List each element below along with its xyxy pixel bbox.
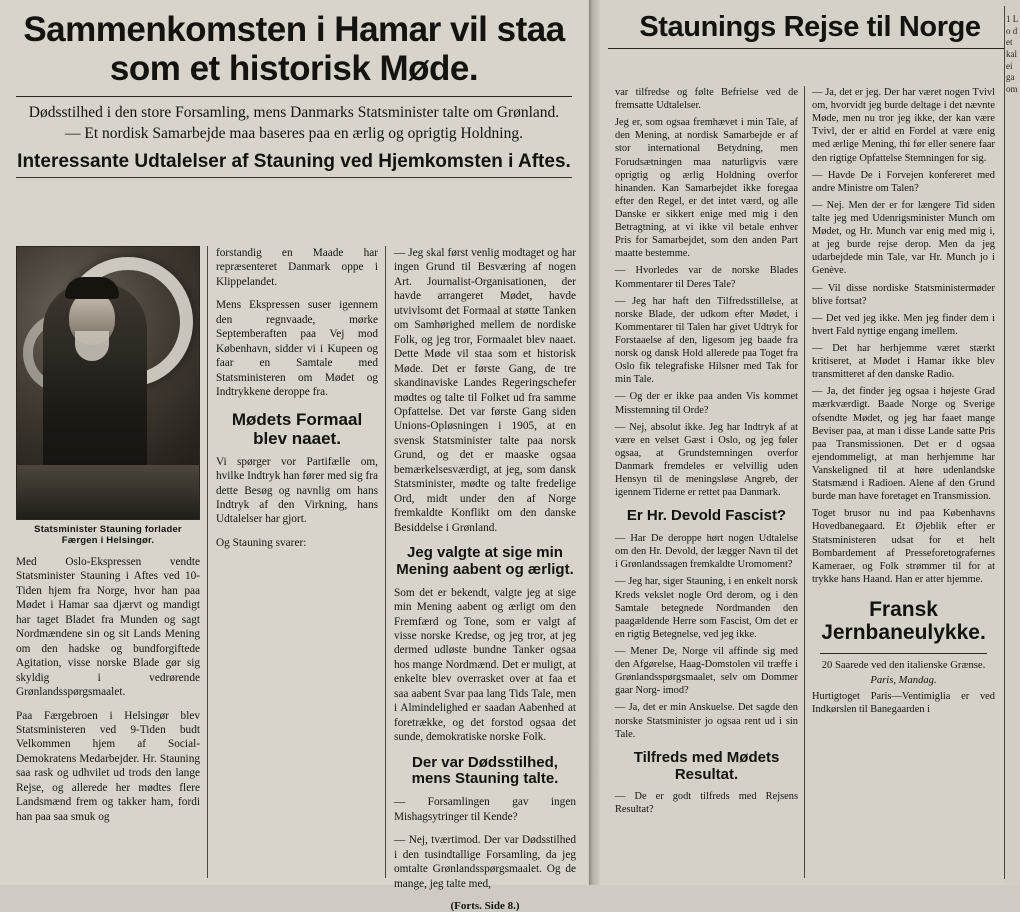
subheading-dodsstilhed: Der var Dødsstilhed, mens Stauning talte. (411, 753, 559, 788)
paragraph: var tilfredse og følte Befrielse ved de fremsatte Udtalelser. (615, 87, 798, 112)
paragraph: — Og der er ikke paa anden Vis kommet Misstemning til Orde? (615, 391, 798, 416)
photo-hat (65, 277, 119, 299)
paragraph: Paa Færgebroen i Helsingør blev Statsministeren ved 9-Tiden budt Velkommen hjem af Social-Demokratens Medarbejder. Hr. Stauning saa rask og udhvilet ud trods den lange Rejse, og allerede her mødtes flere Landsmænd frem og takker ham, fordi han paa saa smuk og (16, 709, 200, 823)
left-headline: Sammenkomsten i Hamar vil staa som et historisk Møde. (23, 10, 565, 89)
photo-caption: Statsminister Stauning forlader Færgen i Helsingør. (34, 524, 182, 546)
paragraph: — De er godt tilfreds med Rejsens Resultat? (615, 791, 798, 816)
headline-rule (16, 96, 572, 97)
sliver-rule (1004, 6, 1005, 879)
paragraph: forstandig en Maade har repræsenteret Danmark oppe i Klippelandet. (216, 247, 378, 288)
paragraph: — Ja, det er jeg. Der har været nogen Tvivl om, hvorvidt jeg burde deltage i det nævnte Møde, men nu tror jeg ikke, der kan være Tvivl, der er altid en Fordel at være enig med ærlige Mening, thi før eller senere faar den rigtige Opfattelse Stemningen for sig. (812, 87, 995, 164)
paragraph: — Det har herhjemme været stærkt kritiseret, at Mødet i Hamar ikke blev transmitteret af den danske Radio. (812, 342, 995, 381)
paragraph: Og Stauning svarer: (216, 536, 307, 549)
right-columns (608, 86, 1002, 878)
left-column-2 (208, 246, 386, 878)
paragraph: — Nej, absolut ikke. Jeg har Indtryk af at være en velset Gæst i Oslo, og jeg føler ogsaa, at Grundstemningen overfor Danmark fremdeles er velvillig uden Hensyn til de meningsløse Angreb, der igennem Tiderne er rettet paa Danmark. (615, 421, 798, 499)
right-headline-rule (608, 48, 1012, 49)
left-subdeck: Interessante Udtalelser af Stauning ved Hjemkomsten i Aftes. (17, 151, 571, 173)
left-column-3 (386, 246, 578, 912)
sliver-text: 1 Lo det kal ei ga om (1006, 14, 1019, 95)
subheading-jeg-valgte: Jeg valgte at sige min Mening aabent og ærligt. (396, 544, 574, 578)
subdeck-rule (16, 177, 572, 178)
paragraph: — Ja, det finder jeg ogsaa i højeste Grad mærkværdigt. Baade Norge og Sverige ofsendte Mødet, og jeg har faaet mange Beviser paa, at man i disse Lande satte Pris paa Transmissionen. Det er d ogsaa ejendommeligt, at man herhjemme har Vanskeligned til at høre udenlandske Statsmænd i Radioen. Alene af den Grund burde man have foretaget en Transmission. (812, 386, 995, 503)
dateline: Paris, Mandag. (870, 674, 937, 686)
paragraph: Hurtigtoget Paris—Ventimiglia er ved Indkørslen til Banegaarden i (812, 690, 995, 716)
section-rule (820, 653, 987, 654)
paragraph: — Havde De i Forvejen konfereret med andre Ministre om Talen? (812, 169, 995, 194)
paragraph: — Jeg skal først venlig modtaget og har ingen Grund til Besværing af nogen Art. Journalist-Organisationen, der havde arrangeret Mødet, havde utvivlsomt det Formaal at støtte Tanken om Samhørighed mellem de nordiske Folk, og jeg tror, Formaalet blev naaet. Dette Møde vil staa som et historisk Møde. Det er første Gang, de tre skandinaviske Landes Regeringschefer mødtes og talte til Folket ud fra samme Opfattelse. Det var første Gang siden Unions-Opløsningen i 1905, at en svensk Statsminister talte paa norsk Grund, og det er maaske ogsaa bemærkelsesværdigt, at jeg, som dansk Statsminister, mødte og talte fredelige Ord, midt under den af Norge fremkaldte Konflikt om den danske Besiddelse i Grønland. (394, 247, 576, 534)
paragraph: — Det ved jeg ikke. Men jeg finder dem i hvert Fald nyttige engang imellem. (812, 312, 995, 337)
paragraph: — Jeg har, siger Stauning, i en enkelt norsk Kreds vekslet nogle Ord derom, og i den Samtale betegnede Nordmanden den paagældende Herre som Fascist, Om det er en rigtig Betegnelse, ved jeg ikke. (615, 576, 798, 640)
right-headline: Staunings Rejse til Norge (639, 11, 981, 43)
paragraph: Toget brusor nu ind paa Københavns Hovedbanegaard. Et Øjeblik efter er Statsministeren udsat for et helt Bombardement af Presseforetografernes Kameraer, og Folk strømmer til for at trykke hans Haand. Han er atter hjemme. (812, 508, 995, 585)
subdeck-saarede: 20 Saarede ved den italienske Grænse. (821, 659, 986, 671)
adjacent-page-sliver (1004, 0, 1020, 885)
paragraph: — Jeg har haft den Tilfredsstillelse, at norske Blade, der udkom efter Mødet, i Kommentarer til Talen har givet Udtryk for Forstaaelse af den, ligesom jeg baade fra norsk og dansk Hold allerede paa Toget fra Oslo fik telegrafiske Hilsner med Tak for min Tale. (615, 295, 798, 386)
paragraph: Som det er bekendt, valgte jeg at sige min Mening aabent og ærligt om den Fremfærd og Tone, som er valgt af visse norske Kredse, og jeg tror, at jeg dermed udløste bundne Tanker ogsaa hos mange Nordmænd. Det er muligt, at enkelte blev overrasket over at faa et saa aabent Svar paa lang Tids Tale, men i Almindelighed er saadan Aabenhed at foretrække, og det forstod ogsaa det sunde, demokratiske norske Folk. (394, 586, 576, 744)
page-gutter (589, 0, 599, 885)
left-column-1 (12, 246, 208, 878)
paragraph: — Hvorledes var de norske Blades Kommentarer til Deres Tale? (615, 265, 798, 290)
subheading-modets-formaal: Mødets Formaal blev naaet. (231, 409, 363, 448)
paragraph: — Nej, tværtimod. Der var Dødsstilhed i den tusindtallige Forsamling, da jeg omtalte Grønlandsspørgsmaalet. Og de mange, jeg talte med, (394, 834, 576, 890)
right-column-2 (805, 86, 1002, 878)
subheading-fransk-jernbaneulykke: Fransk Jernbaneulykke. (821, 597, 986, 645)
right-article-page (600, 0, 1020, 885)
paragraph: Vi spørger vor Partifælle om, hvilke Indtryk han fører med sig fra dette Besøg og navnlig om hans Indtryk af den Virkning, hans Udtalelser har gjort. (216, 455, 378, 526)
paragraph: Jeg er, som ogsaa fremhævet i min Tale, af den Mening, at nordisk Samarbejde er af stor international Betydning, men Forudsætningen maa naturligvis være oprigtig og ærlig Holdning overfor hinanden. Kan Samarbejdet ikke foregaa efter den Regel, er det intet værd, og alle Danske er sikkert enige med mig i den Betragtning, at vi ikke vil betale enhver Pris for Samarbejdet, som den anden Part maatte bestemme. (615, 117, 798, 260)
subheading-devold-fascist: Er Hr. Devold Fascist? (626, 507, 787, 525)
stauning-photo (16, 246, 200, 520)
photo-foreground (17, 465, 199, 519)
subheading-tilfreds-med-modets-resultat: Tilfreds med Mødets Resultat. (633, 748, 780, 783)
continuation-note: (Forts. Side 8.) (450, 899, 520, 912)
paragraph: — Forsamlingen gav ingen Mishagsytringer til Kende? (394, 796, 576, 823)
paragraph: — Ja, det er min Anskuelse. Det sagde den norske Statsminister jo ogsaa rent ud i sin Tale. (615, 702, 798, 740)
paragraph: — Har De deroppe hørt nogen Udtalelse om den Hr. Devold, der lægger Navn til det i Grønlandssagen fremkaldte Uromoment? (615, 533, 798, 571)
paragraph: — Vil disse nordiske Statsministermøder blive fortsat? (812, 282, 995, 307)
left-columns (12, 246, 578, 912)
paragraph: — Nej. Men der er for længere Tid siden talte jeg med Udenrigsminister Munch om Mødet, og Hr. Munch var enig med mig i, at jeg burde rejse derop. Men da jeg udarbejdede min Tale, var Hr. Munch jo i Genève. (812, 199, 995, 277)
paragraph: — Mener De, Norge vil affinde sig med den Afgørelse, Haag-Domstolen vil træffe i Grønlandsspørgsmaalet, selv om Dommer gaar Norg- imod? (615, 645, 798, 697)
paragraph: Med Oslo-Ekspressen vendte Statsminister Stauning i Aftes ved 10-Tiden hjem fra Norge, hvor han paa Mødet i Hamar saa djærvt og mandigt har taget Bladet fra Munden og sagt Nordmændene sin og sit Lands Mening om den hadske og bundforgiftede Agitation, visse norske Blade gør sig skyldig i vedrørende Grønlandsspørgsmaalet. (16, 556, 200, 699)
paragraph: Mens Ekspressen suser igennem den regnvaade, mørke Septemberaften paa Vej mod København, sidder vi i Kupeen og faar en Samtale med Statsministeren om Mødet og Indtrykkene deroppe fra. (216, 299, 378, 399)
right-column-1 (608, 86, 805, 878)
left-deck: Dødsstilhed i den store Forsamling, mens Danmarks Statsminister talte om Grønland. — Et nordisk Samarbejde maa baseres paa en ærlig og oprigtig Holdning. (28, 104, 560, 143)
